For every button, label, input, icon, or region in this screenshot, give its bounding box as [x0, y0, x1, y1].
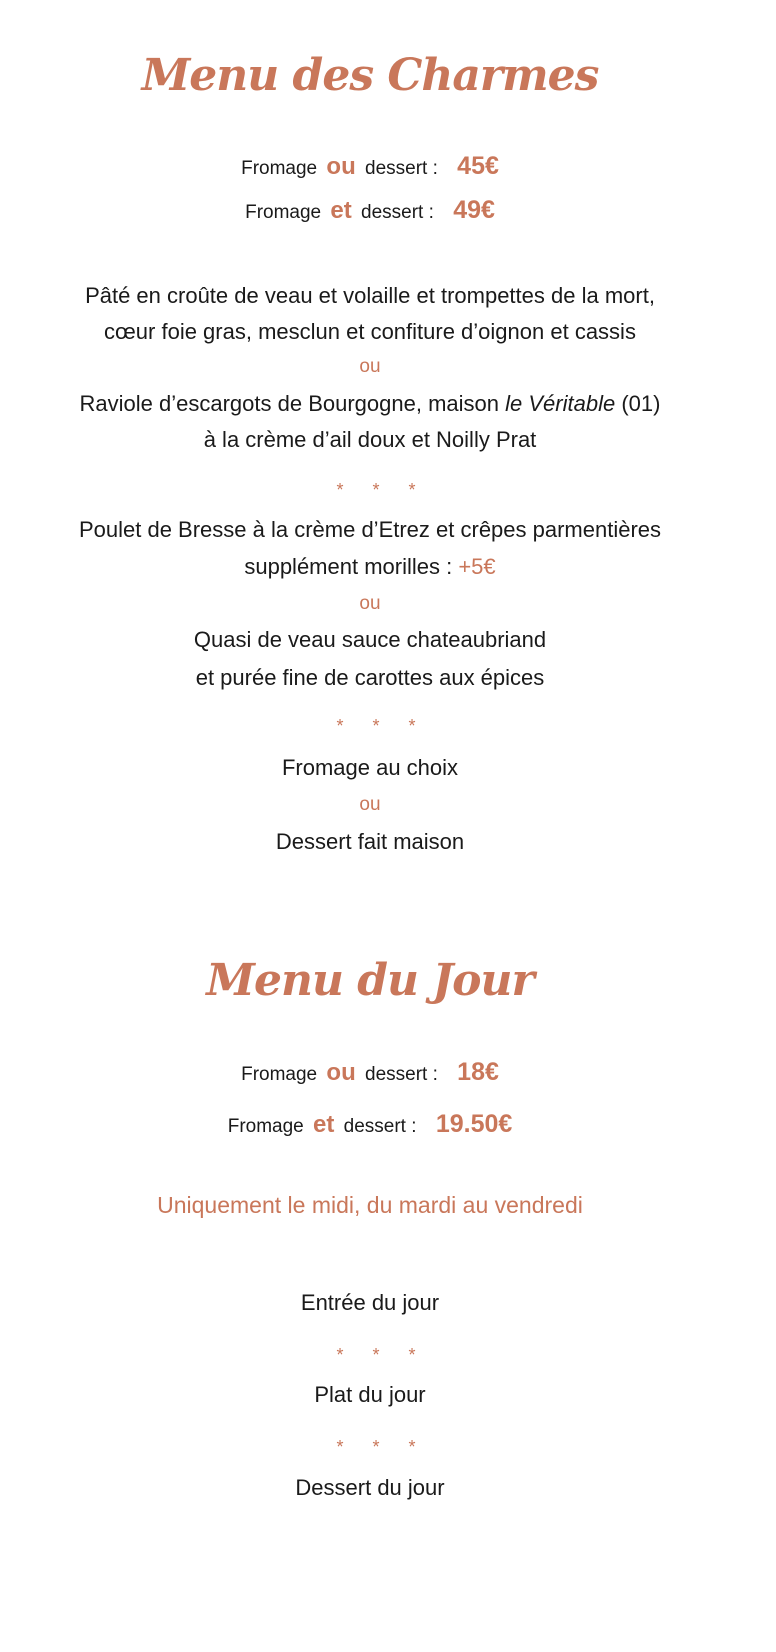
starter-1-line-1: Pâté en croûte de veau et volaille et trompettes de la mort,	[85, 283, 655, 308]
or-separator: ou	[359, 794, 381, 815]
dessert-of-day: Dessert du jour	[295, 1475, 445, 1500]
price-value: 45€	[457, 152, 499, 180]
starter-2-line-1	[0, 386, 740, 422]
course-separator: * * *	[336, 716, 428, 736]
price-conjunction-ou: ou	[326, 153, 356, 180]
or-separator: ou	[359, 356, 381, 377]
availability-note: Uniquement le midi, du mardi au vendredi	[157, 1192, 583, 1218]
menu-charmes-title: Menu des Charmes	[141, 50, 599, 101]
starter-2-text: Raviole d’escargots de Bourgogne, maison	[79, 391, 506, 416]
starter-of-day: Entrée du jour	[300, 1290, 440, 1315]
price-label-left: Fromage	[241, 1064, 318, 1085]
price-conjunction-ou: ou	[326, 1059, 356, 1086]
menu-jour-price-and	[0, 1110, 740, 1139]
menu-charmes-price-and	[0, 196, 740, 225]
price-conjunction-et: et	[330, 197, 352, 224]
menu-jour-title: Menu du Jour	[206, 955, 534, 1006]
course-separator: * * *	[336, 480, 428, 500]
price-value: 19.50€	[435, 1110, 513, 1138]
starter-2-brand: le Véritable	[505, 391, 616, 416]
supplement-price: +5€	[458, 554, 496, 579]
main-of-day: Plat du jour	[314, 1382, 426, 1407]
price-label-right: dessert :	[361, 202, 434, 223]
main-1-line-1: Poulet de Bresse à la crème d’Etrez et crêpes parmentières	[78, 517, 662, 542]
supplement-label: supplément morilles :	[244, 554, 459, 579]
starter-2-line-2: à la crème d’ail doux et Noilly Prat	[203, 427, 537, 452]
dessert-2: Dessert fait maison	[275, 829, 465, 854]
price-label-right: dessert :	[365, 158, 438, 179]
price-value: 49€	[453, 196, 495, 224]
main-2-line-2: et purée fine de carottes aux épices	[195, 665, 545, 690]
price-label-right: dessert :	[365, 1064, 438, 1085]
price-value: 18€	[457, 1058, 499, 1086]
price-label-left: Fromage	[241, 158, 318, 179]
or-separator: ou	[359, 593, 381, 614]
menu-jour-price-or	[0, 1058, 740, 1087]
price-label-right: dessert :	[343, 1116, 417, 1137]
course-separator: * * *	[336, 1345, 428, 1365]
price-label-left: Fromage	[245, 202, 322, 223]
starter-2-origin: (01)	[615, 391, 661, 416]
price-conjunction-et: et	[313, 1111, 335, 1138]
starter-1-line-2: cœur foie gras, mesclun et confiture d’oignon et cassis	[104, 319, 636, 344]
dessert-1: Fromage au choix	[281, 755, 459, 780]
course-separator: * * *	[336, 1437, 428, 1457]
price-label-left: Fromage	[227, 1116, 304, 1137]
main-2-line-1: Quasi de veau sauce chateaubriand	[193, 627, 547, 652]
main-1-supplement	[0, 549, 740, 585]
menu-charmes-price-or	[0, 152, 740, 181]
